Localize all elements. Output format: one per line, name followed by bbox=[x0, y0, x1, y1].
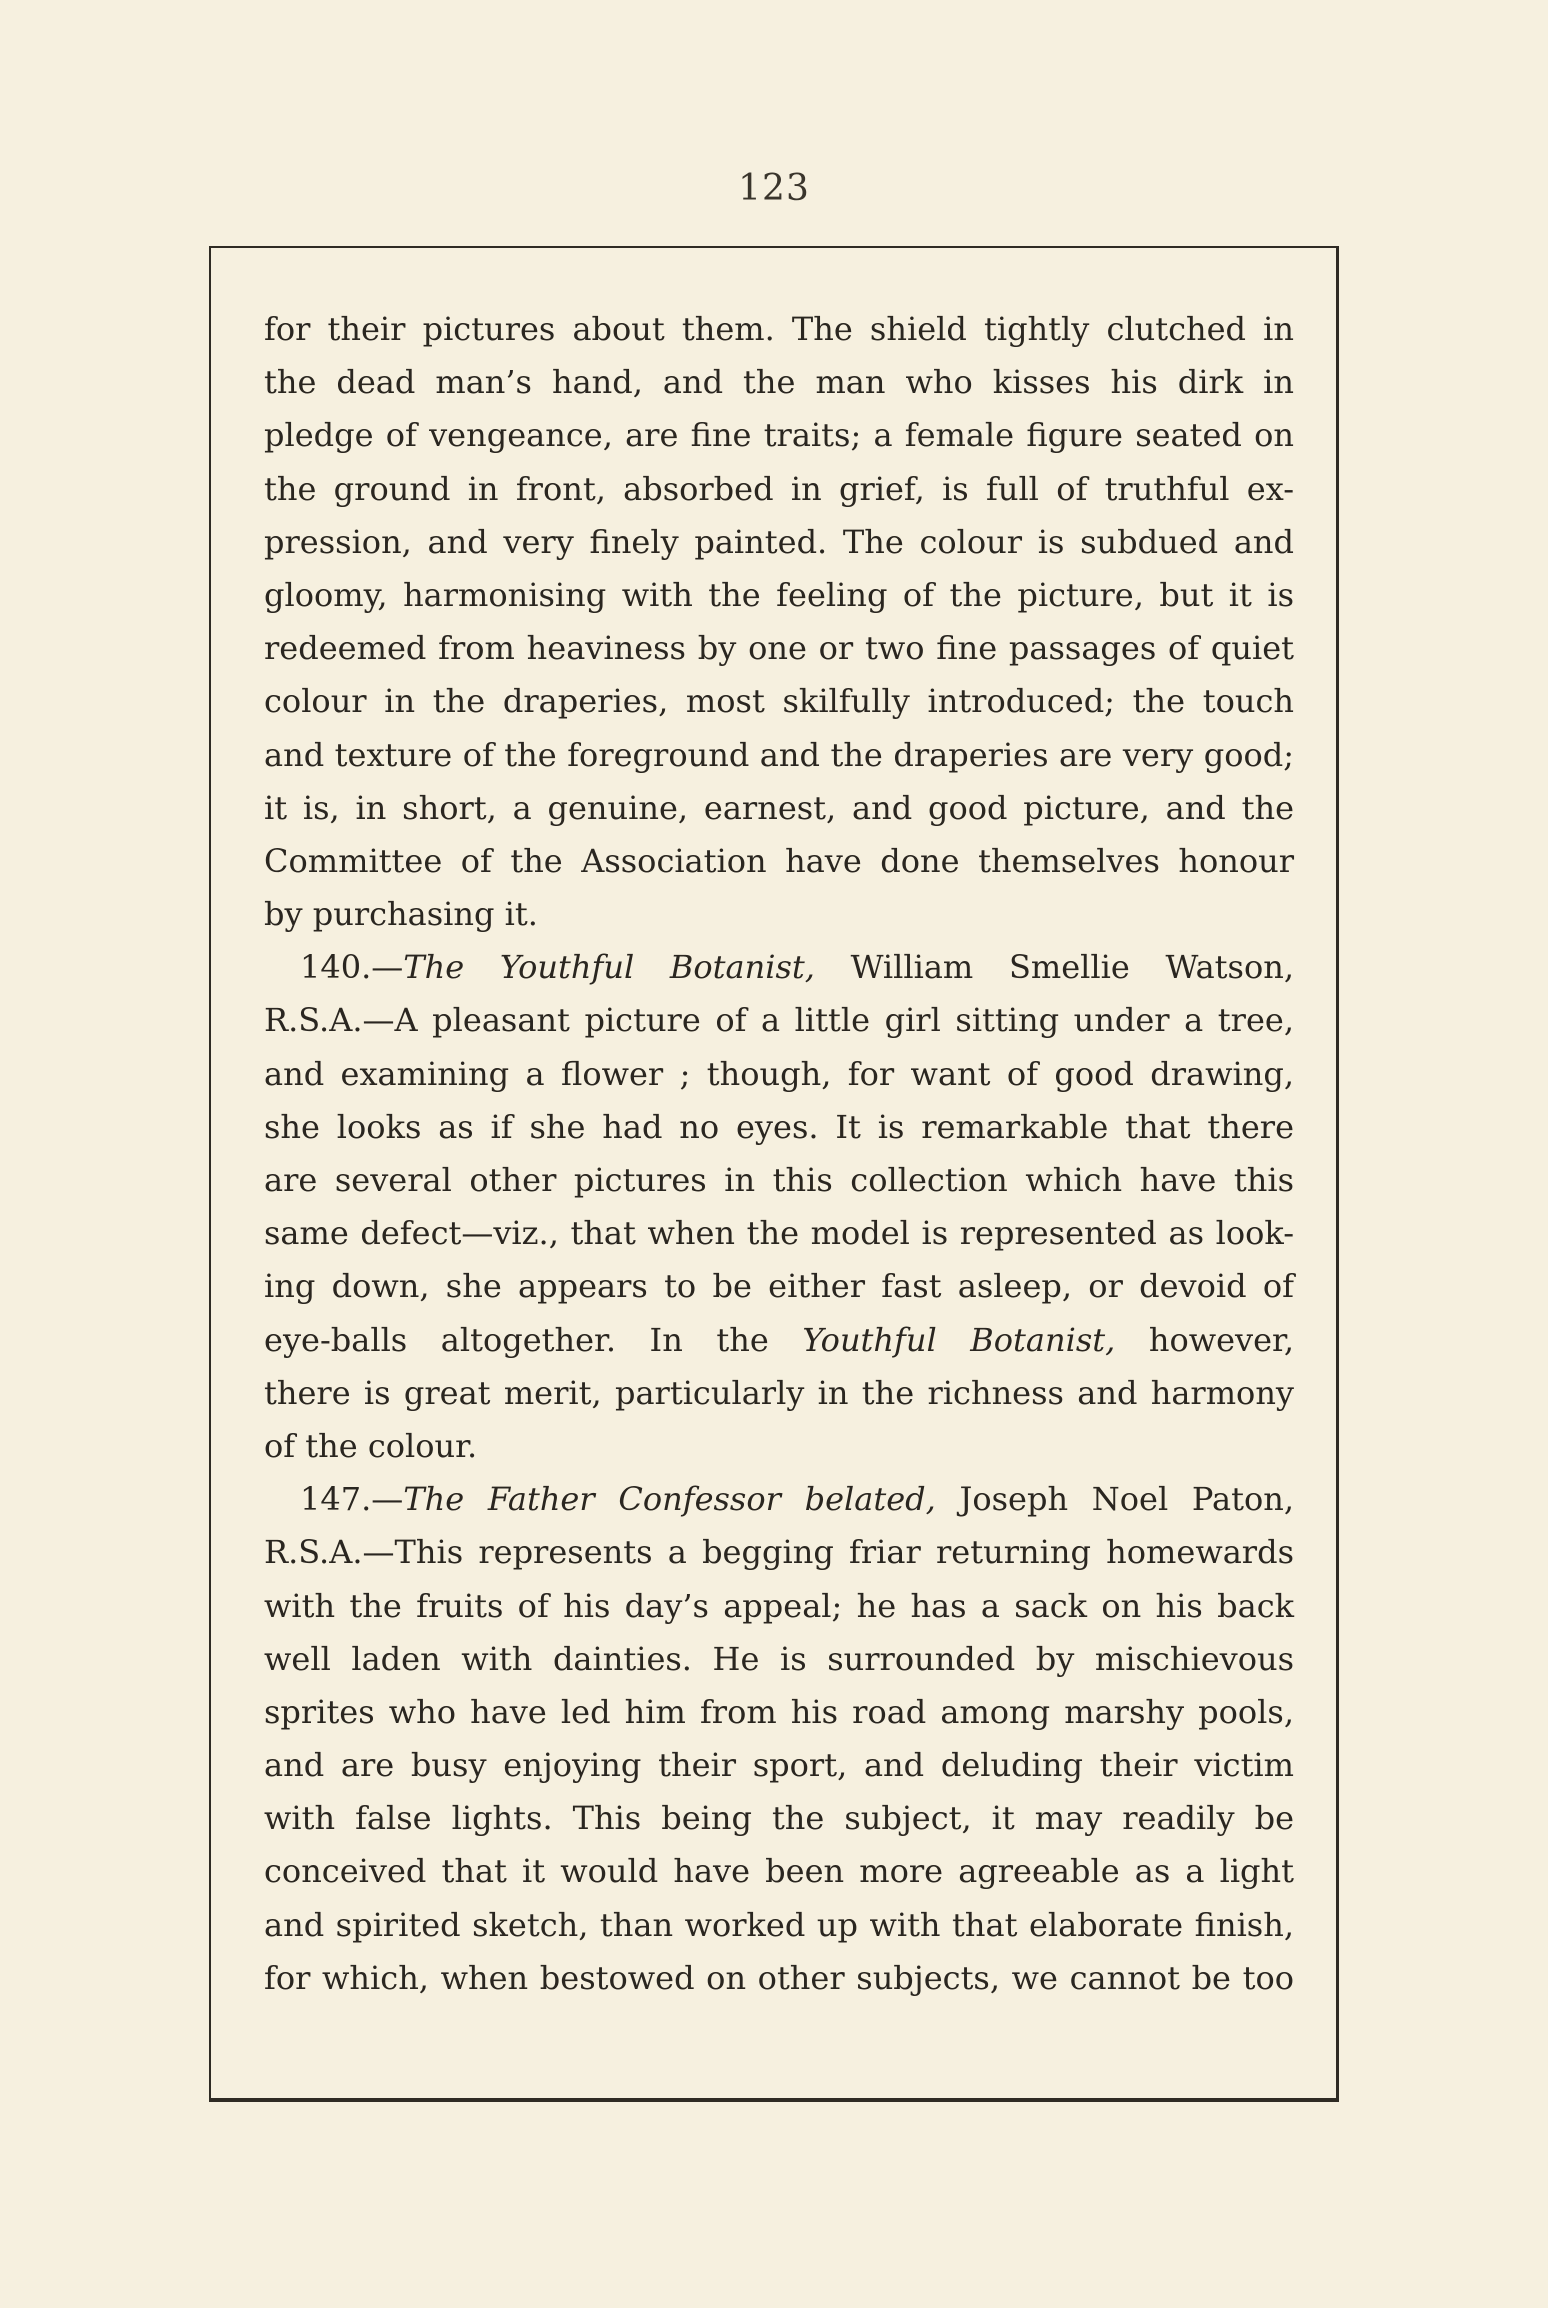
entry-number: 147.— bbox=[300, 1480, 404, 1519]
text-line: the ground in front, absorbed in grief, is full of truthful ex- bbox=[264, 469, 1294, 508]
text-line: sprites who have led him from his road among marshy pools, bbox=[264, 1692, 1294, 1731]
text-line: Committee of the Association have done themselves honour bbox=[264, 841, 1294, 880]
text-line-with-title bbox=[264, 1314, 1294, 1367]
text-fragment: eye-balls altogether. In the bbox=[264, 1320, 803, 1359]
entry-title: The Youthful Botanist, bbox=[403, 948, 815, 987]
text-line: for which, when bestowed on other subjects, we cannot be too bbox=[264, 1958, 1294, 1997]
text-line: well laden with dainties. He is surrounded by mischievous bbox=[264, 1639, 1294, 1678]
text-line: with false lights. This being the subject, it may readily be bbox=[264, 1799, 1294, 1838]
entry-title: The Father Confessor belated, bbox=[403, 1480, 936, 1519]
text-line: and examining a flower ; though, for want of good drawing, bbox=[264, 1054, 1294, 1093]
entry-number: 140.— bbox=[300, 948, 404, 987]
entry-140-heading bbox=[264, 941, 1294, 994]
entry-147-heading bbox=[264, 1473, 1294, 1526]
text-line: by purchasing it. bbox=[264, 895, 538, 934]
body-text bbox=[264, 303, 1294, 2005]
text-line: ing down, she appears to be either fast asleep, or devoid of bbox=[264, 1267, 1294, 1306]
text-line: and spirited sketch, than worked up with that elaborate finish, bbox=[264, 1905, 1294, 1944]
text-line: are several other pictures in this collection which have this bbox=[264, 1161, 1294, 1199]
text-line: redeemed from heaviness by one or two fine passages of quiet bbox=[264, 629, 1294, 668]
text-line: of the colour. bbox=[264, 1426, 478, 1465]
text-line: for their pictures about them. The shield tightly clutched in bbox=[264, 310, 1294, 348]
text-line: R.S.A.—This represents a begging friar returning homewards bbox=[264, 1533, 1294, 1572]
text-line: there is great merit, particularly in the richness and harmony bbox=[264, 1373, 1294, 1412]
text-line: she looks as if she had no eyes. It is remarkable that there bbox=[264, 1107, 1294, 1146]
text-line: and are busy enjoying their sport, and deluding their victim bbox=[264, 1746, 1294, 1785]
text-line: pledge of vengeance, are fine traits; a female figure seated on bbox=[264, 416, 1294, 455]
text-line: same defect—viz., that when the model is represented as look- bbox=[264, 1214, 1294, 1253]
page-number: 123 bbox=[738, 168, 810, 209]
text-line: R.S.A.—A pleasant picture of a little girl sitting under a tree, bbox=[264, 1001, 1294, 1040]
inline-title: Youthful Botanist, bbox=[802, 1320, 1116, 1359]
entry-artist: Joseph Noel Paton, bbox=[935, 1480, 1294, 1519]
text-line: it is, in short, a genuine, earnest, and good picture, and the bbox=[264, 788, 1294, 827]
text-line: pression, and very finely painted. The colour is subdued and bbox=[264, 522, 1294, 561]
text-line: gloomy, harmonising with the feeling of the picture, but it is bbox=[264, 575, 1294, 614]
text-line: with the fruits of his day’s appeal; he has a sack on his back bbox=[264, 1586, 1294, 1625]
text-line: conceived that it would have been more agreeable as a light bbox=[264, 1852, 1294, 1891]
text-line: the dead man’s hand, and the man who kisses his dirk in bbox=[264, 363, 1294, 402]
text-fragment: however, bbox=[1115, 1320, 1295, 1359]
entry-artist: William Smellie Watson, bbox=[814, 948, 1295, 987]
text-line: and texture of the foreground and the draperies are very good; bbox=[264, 735, 1294, 774]
text-line: colour in the draperies, most skilfully introduced; the touch bbox=[264, 682, 1294, 721]
